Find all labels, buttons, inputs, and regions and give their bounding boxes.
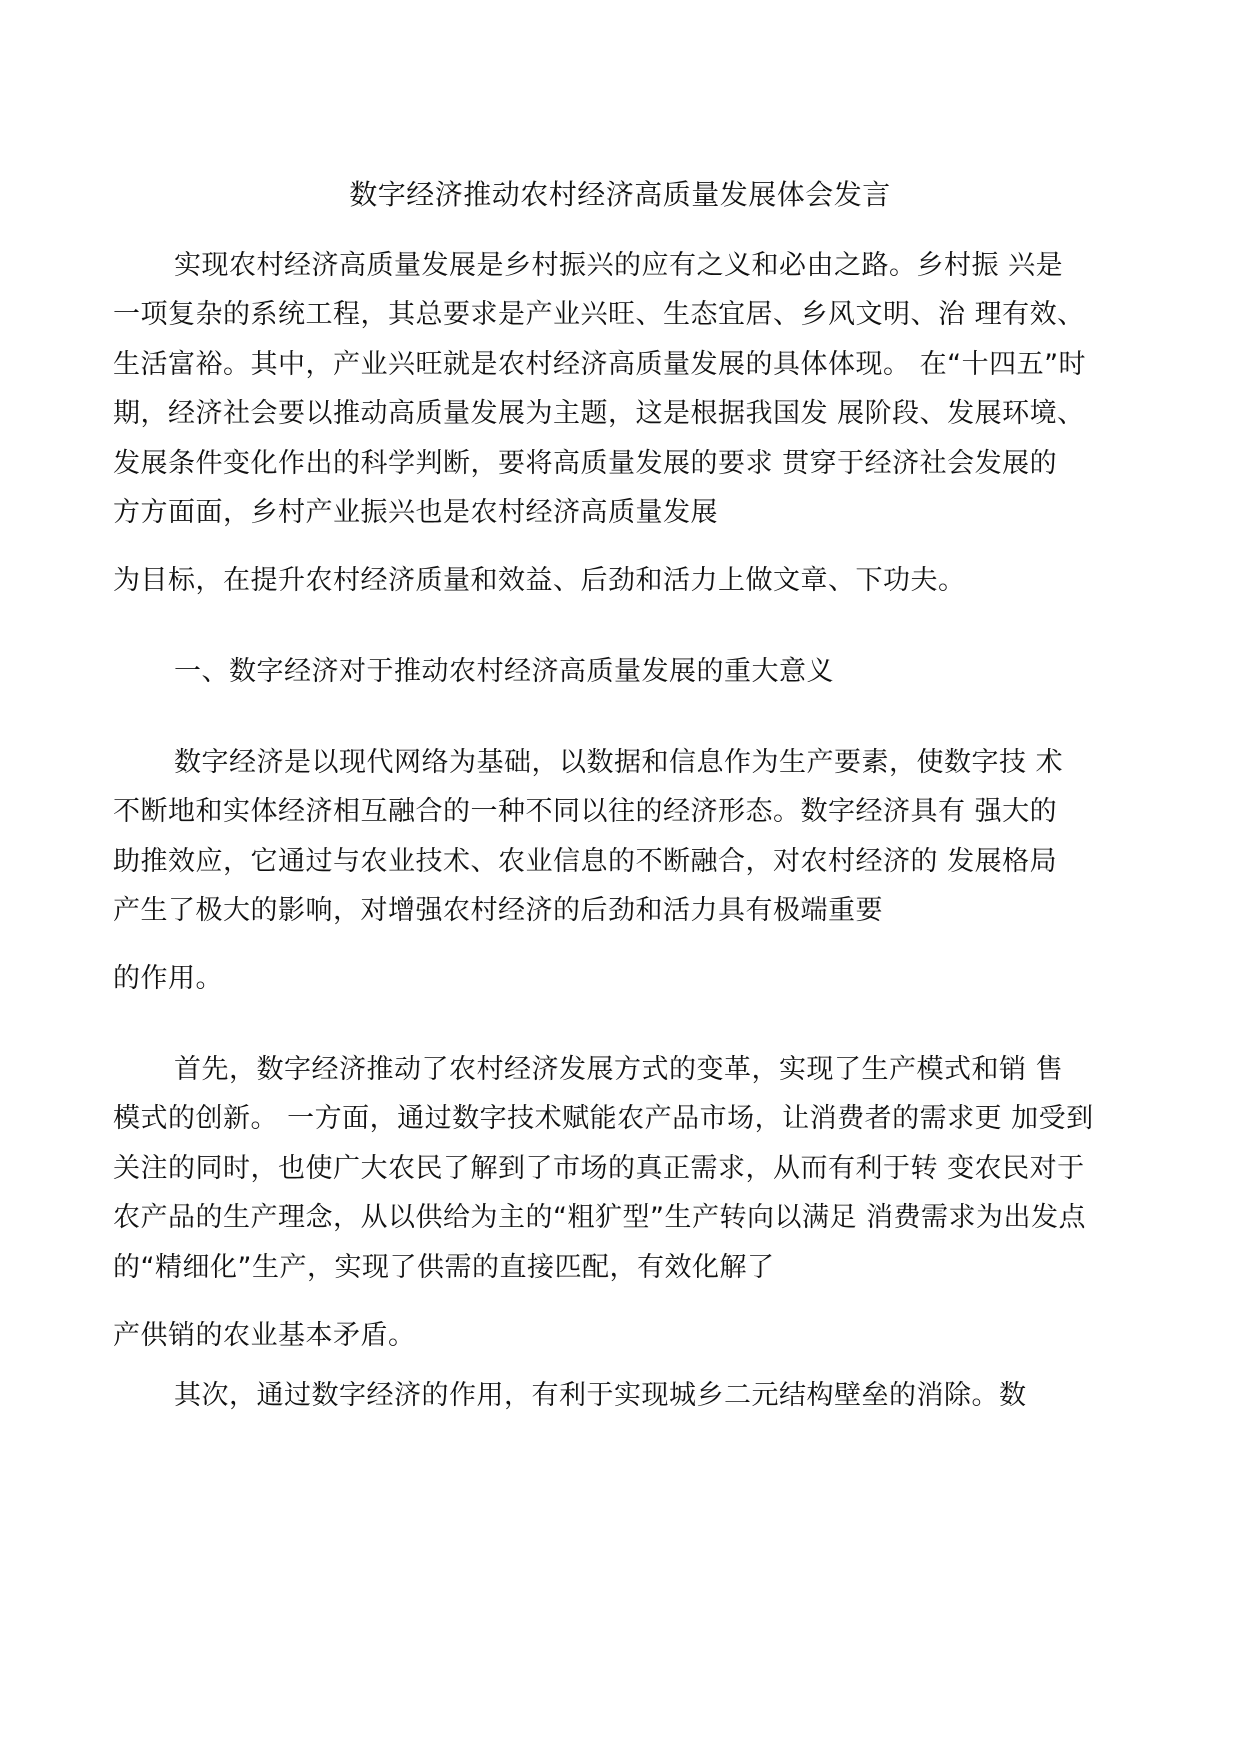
text-line: 首先，数字经济推动了农村经济发展方式的变革，实现了生产模式和销 售 [174, 1054, 1064, 1085]
text-line: 关注的同时，也使广大农民了解到了市场的真正需求，从而有利于转 变农民对于 [113, 1153, 1085, 1184]
text-line: 模式的创新。 一方面，通过数字技术赋能农产品市场，让消费者的需求更 加受到 [113, 1103, 1094, 1134]
text-line: 产供销的农业基本矛盾。 [113, 1320, 416, 1351]
text-line: 生活富裕。其中，产业兴旺就是农村经济高质量发展的具体体现。 在“十四五”时 [113, 349, 1087, 380]
document-title: 数字经济推动农村经济高质量发展体会发言 [349, 178, 891, 211]
text-line: 数字经济是以现代网络为基础，以数据和信息作为生产要素，使数字技 术 [174, 747, 1064, 778]
text-line: 发展条件变化作出的科学判断，要将高质量发展的要求 贯穿于经济社会发展的 [113, 448, 1058, 479]
text-line: 的“精细化”生产，实现了供需的直接匹配，有效化解了 [113, 1252, 775, 1283]
text-line: 产生了极大的影响，对增强农村经济的后劲和活力具有极端重要 [113, 895, 883, 926]
text-line: 助推效应，它通过与农业技术、农业信息的不断融合，对农村经济的 发展格局 [113, 846, 1058, 877]
text-line: 一项复杂的系统工程，其总要求是产业兴旺、生态宜居、乡风文明、治 理有效、 [113, 299, 1085, 330]
text-line: 的作用。 [113, 963, 223, 994]
section-heading-text: 一、数字经济对于推动农村经济高质量发展的重大意义 [174, 656, 834, 687]
text-line: 农产品的生产理念，从以供给为主的“粗犷型”生产转向以满足 消费需求为出发点 [113, 1202, 1087, 1233]
text-line: 其次，通过数字经济的作用，有利于实现城乡二元结构壁垒的消除。数 [174, 1380, 1027, 1411]
text-line: 方方面面，乡村产业振兴也是农村经济高质量发展 [113, 497, 718, 528]
text-line: 实现农村经济高质量发展是乡村振兴的应有之义和必由之路。乡村振 兴是 [174, 250, 1064, 281]
text-line: 为目标，在提升农村经济质量和效益、后劲和活力上做文章、下功夫。 [113, 565, 966, 596]
text-line: 不断地和实体经济相互融合的一种不同以往的经济形态。数字经济具有 强大的 [113, 796, 1058, 827]
text-line: 期，经济社会要以推动高质量发展为主题，这是根据我国发 展阶段、发展环境、 [113, 398, 1085, 429]
